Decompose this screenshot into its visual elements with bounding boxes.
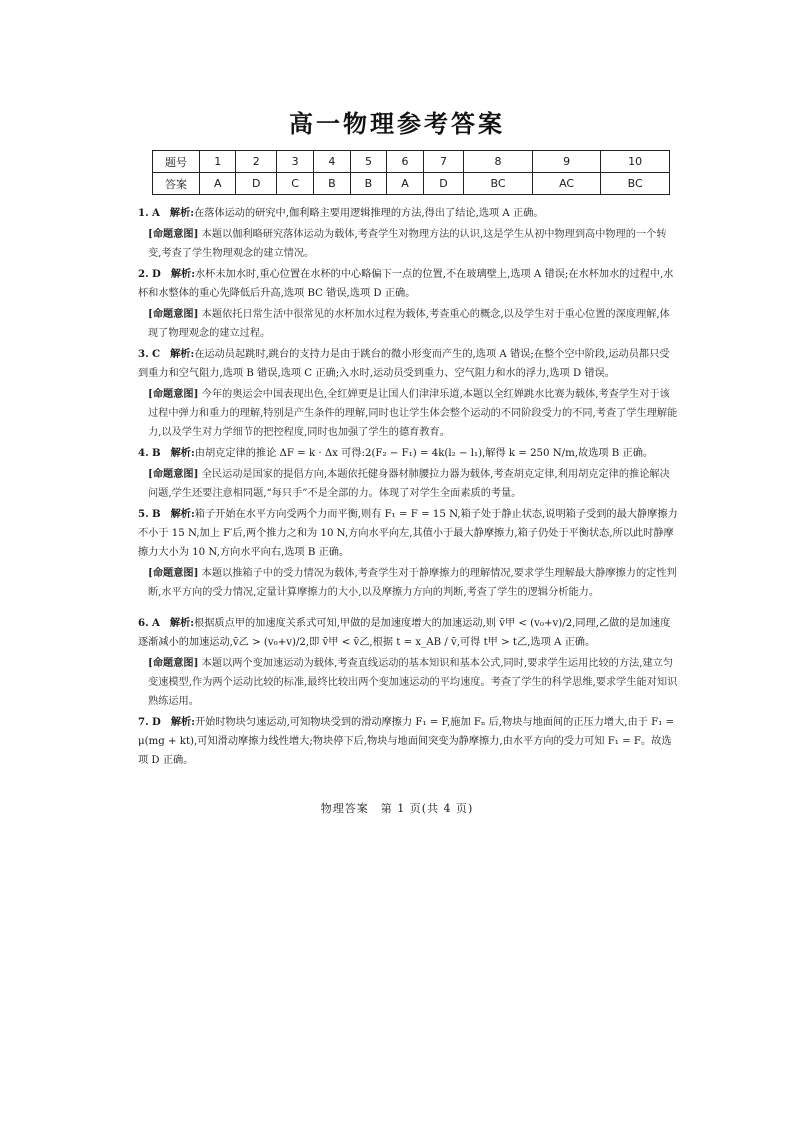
item-answer: A (152, 617, 160, 629)
answer-content (138, 204, 678, 772)
analysis-text: 水杯未加水时,重心位置在水杯的中心略偏下一点的位置,不在玻璃壁上,选项 A 错误;在水杯加水的过程中,水杯和水整体的重心先降低后升高,选项 BC 错误,选项 D 正确。 (138, 269, 674, 299)
question-number: 8 (464, 151, 533, 173)
page-title: 高一物理参考答案 (289, 110, 505, 138)
question-number: 6 (387, 151, 423, 173)
answer-cell: D (423, 173, 464, 195)
intent-text: 本题以伽利略研究落体运动为载体,考查学生对物理方法的认识,这是学生从初中物理到高中物理的一个转变,考查了学生物理观念的建立情况。 (148, 229, 667, 259)
question-number: 5 (350, 151, 387, 173)
analysis-label: 解析: (169, 207, 195, 219)
answer-cell: BC (464, 173, 533, 195)
item-number: 1. (138, 207, 149, 219)
answer-cell: AC (532, 173, 600, 195)
analysis-7 (138, 713, 678, 770)
analysis-4 (138, 444, 678, 463)
analysis-text: 在运动员起跳时,跳台的支持力是由于跳台的微小形变而产生的,选项 A 错误;在整个空中阶段,运动员都只受到重力和空气阻力,选项 B 错误,选项 C 正确;入水时,运动员受到重力、空气阻力和水的浮力,选项 D 错误。 (138, 349, 670, 379)
page-footer: 物理答案 第 1 页(共 4 页) (320, 802, 474, 815)
item-answer: D (152, 716, 161, 728)
answer-table (152, 150, 670, 195)
analysis-text: 在落体运动的研究中,伽利略主要用逻辑推理的方法,得出了结论,选项 A 正确。 (194, 208, 544, 219)
item-answer: A (152, 207, 160, 219)
analysis-text: 箱子开始在水平方向受两个力而平衡,则有 F₁ = F = 15 N,箱子处于静止状态,说明箱子受到的最大静摩擦力不小于 15 N,加上 F′后,两个推力之和为 10 N,方向水平向左,其值小于最大静摩擦力,箱子仍处于平衡状态,所以此时静摩擦力大小为 10 N,方向水平向右,选项 B 正确。 (138, 509, 678, 558)
answer-cell: C (277, 173, 314, 195)
analysis-label: 解析: (170, 447, 195, 459)
question-number: 1 (200, 151, 236, 173)
intent-label: [命题意图] (148, 388, 199, 400)
analysis-text: 由胡克定律的推论 ΔF = k · Δx 可得:2(F₂ − F₁) = 4k(l₂ − l₁),解得 k = 250 N/m,故选项 B 正确。 (194, 448, 654, 459)
analysis-text: 开始时物块匀速运动,可知物块受到的滑动摩擦力 F₁ = F,施加 Fₙ 后,物块与地面间的正压力增大,由于 F₁ = μ(mg + kt),可知滑动摩擦力线性增大;物块停下后,物块与地面间突变为静摩擦力,由水平方向的受力可知 F₁ = F。故选项 D 正确。 (138, 717, 675, 766)
analysis-label: 解析: (170, 508, 195, 520)
answer-cell: D (236, 173, 277, 195)
intent-text: 本题以推箱子中的受力情况为载体,考查学生对于静摩擦力的理解情况,要求学生理解最大静摩擦力的定性判断,水平方向的受力情况,定量计算摩擦力的大小,以及摩擦力方向的判断,考查了学生的逻辑分析能力。 (148, 568, 677, 598)
intent-text: 今年的奥运会中国表现出色,全红婵更是让国人们津津乐道,本题以全红婵跳水比赛为载体,考查学生对于该过程中弹力和重力的理解,特别是产生条件的理解,同时也让学生体会整个运动的不同阶段受力的不同,考查了学生理解能力,以及学生对力学细节的把控程度,同时也加强了学生的德育教育。 (148, 389, 678, 438)
intent-label: [命题意图] (148, 308, 199, 320)
analysis-label: 解析: (170, 268, 195, 280)
intent-label: [命题意图] (148, 657, 199, 669)
item-number: 5. (138, 508, 149, 520)
row-label-number: 题号 (153, 151, 200, 173)
analysis-6 (138, 614, 678, 652)
item-answer: D (152, 268, 161, 280)
item-answer: C (152, 348, 161, 360)
analysis-2 (138, 265, 678, 303)
answer-cell: BC (601, 173, 670, 195)
question-number: 9 (532, 151, 600, 173)
analysis-text: 根据质点甲的加速度关系式可知,甲做的是加速度增大的加速运动,则 v̄甲 < (v₀+v)/2,同理,乙做的是加速度逐渐减小的加速运动,v̄乙 > (v₀+v)/2,即 v̄甲 < v̄乙,根据 t = x_AB / v̄,可得 t甲 > t乙,选项 A 正确。 (138, 618, 671, 648)
question-number: 3 (277, 151, 314, 173)
item-number: 3. (138, 348, 149, 360)
question-number: 2 (236, 151, 277, 173)
spacer (138, 604, 678, 614)
intent-3 (148, 385, 678, 442)
item-answer: B (152, 447, 161, 459)
analysis-1 (138, 204, 678, 223)
analysis-label: 解析: (170, 716, 195, 728)
question-number: 10 (601, 151, 670, 173)
intent-1 (148, 225, 678, 263)
answer-row (153, 173, 670, 195)
question-number: 4 (314, 151, 351, 173)
answer-cell: A (387, 173, 423, 195)
answer-cell: B (314, 173, 351, 195)
intent-label: [命题意图] (148, 228, 199, 240)
intent-label: [命题意图] (148, 567, 199, 579)
analysis-3 (138, 345, 678, 383)
analysis-5 (138, 505, 678, 562)
item-answer: B (152, 508, 161, 520)
item-number: 2. (138, 268, 149, 280)
item-number: 7. (138, 716, 149, 728)
question-number-row (153, 151, 670, 173)
intent-5 (148, 564, 678, 602)
intent-6 (148, 654, 678, 711)
analysis-label: 解析: (169, 617, 195, 629)
intent-text: 本题依托日常生活中很常见的水杯加水过程为载体,考查重心的概念,以及学生对于重心位置的深度理解,体现了物理观念的建立过程。 (148, 309, 670, 339)
intent-text: 全民运动是国家的提倡方向,本题依托健身器材肺腰拉力器为载体,考查胡克定律,利用胡克定律的推论解决问题,学生还要注意相同题,“每只手”不是全部的力。体现了对学生全面素质的考量。 (148, 469, 670, 499)
item-number: 4. (138, 447, 149, 459)
item-number: 6. (138, 617, 149, 629)
analysis-label: 解析: (170, 348, 195, 360)
intent-label: [命题意图] (148, 468, 199, 480)
intent-4 (148, 465, 678, 503)
intent-text: 本题以两个变加速运动为载体,考查直线运动的基本知识和基本公式,同时,要求学生运用比较的方法,建立匀变速模型,作为两个运动比较的标准,最终比较出两个变加速运动的平均速度。考查了学生的科学思维,要求学生能对知识熟练运用。 (148, 658, 678, 707)
question-number: 7 (423, 151, 464, 173)
intent-2 (148, 305, 678, 343)
answer-cell: A (200, 173, 236, 195)
answer-cell: B (350, 173, 387, 195)
row-label-answer: 答案 (153, 173, 200, 195)
